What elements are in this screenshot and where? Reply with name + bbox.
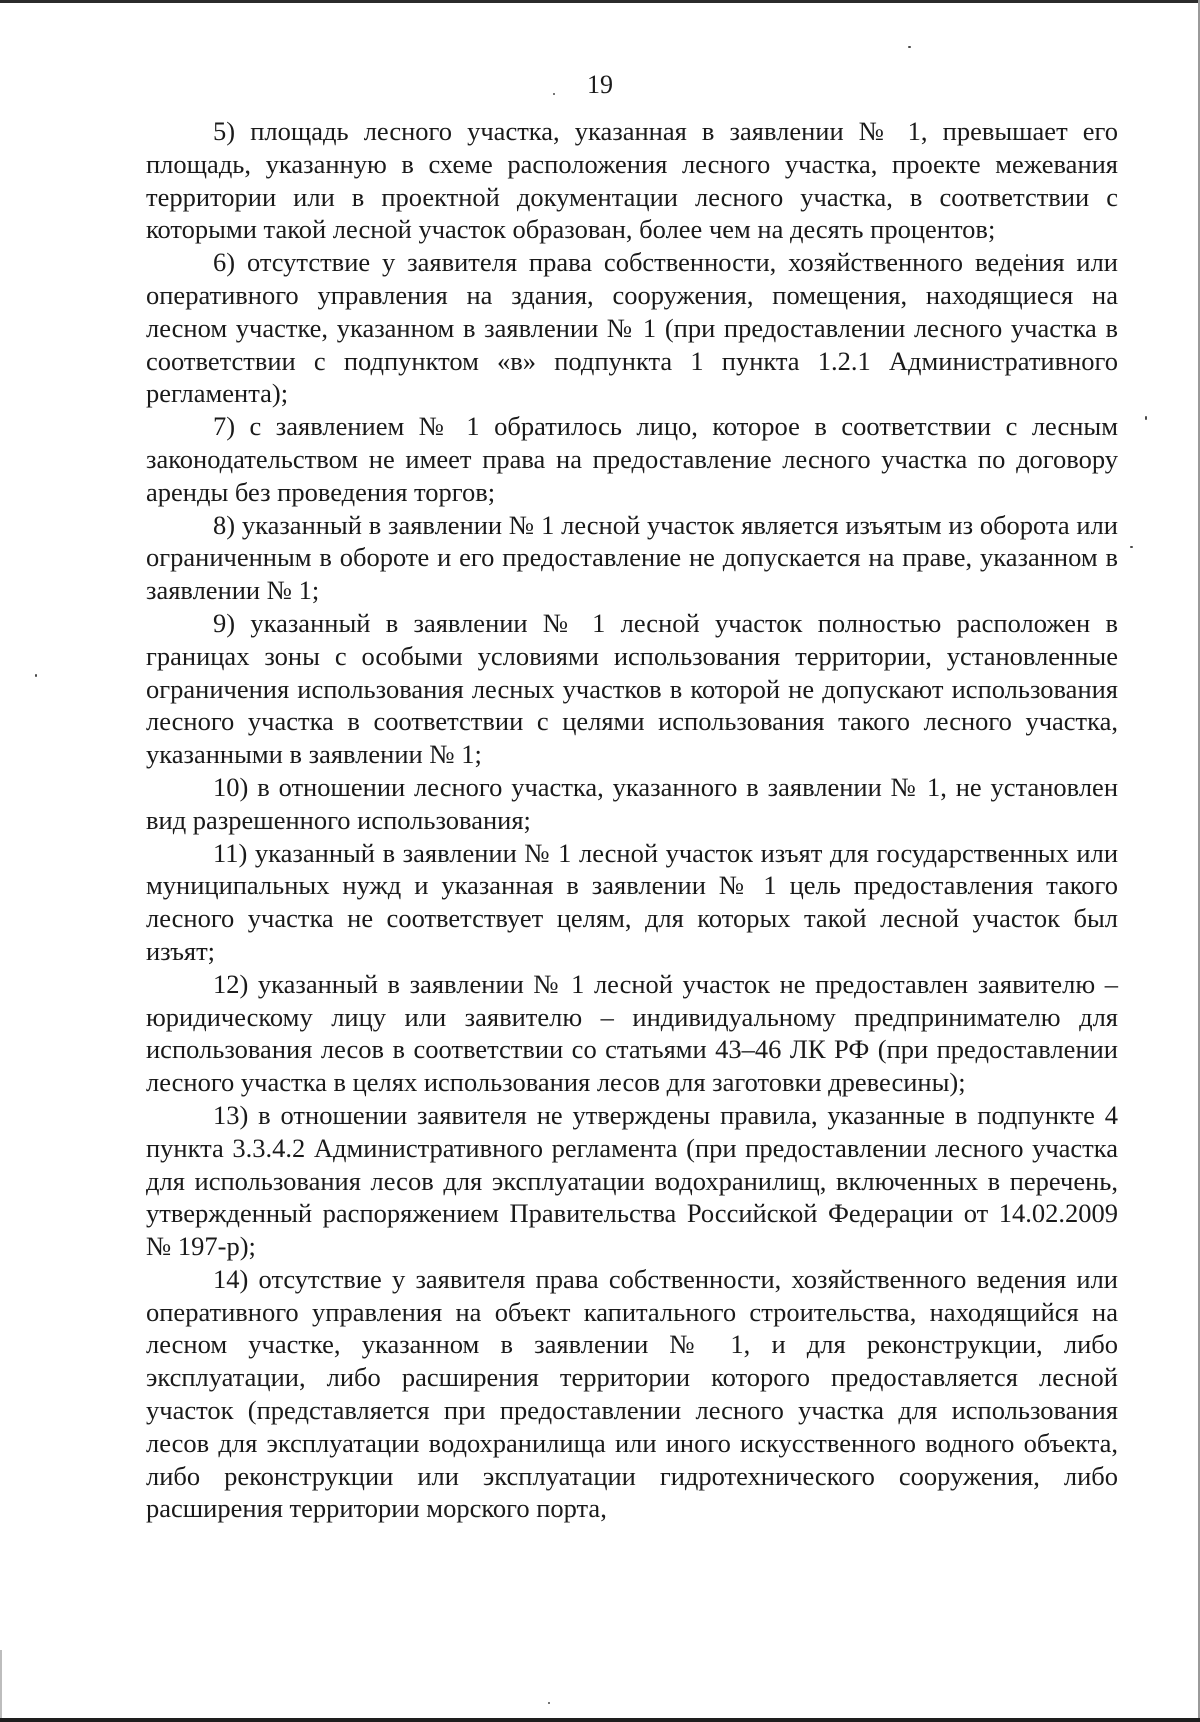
scan-left-edge bbox=[0, 1650, 2, 1722]
paragraph-item-5: 5) площадь лесного участка, указанная в заявлении № 1, превышает его площадь, указанную в схеме расположения лесного участка, проекте межевания территории или в проектной документации лесного участка, в соответствии с которыми такой лесной участок образован, более чем на десять процентов; bbox=[146, 116, 1118, 245]
document-body bbox=[146, 115, 1118, 1525]
paragraph-item-13: 13) в отношении заявителя не утверждены правила, указанные в подпункте 4 пункта 3.3.4.2 Административного регламента (при предоставлении лесного участка для использования лесов для эксплуатации водохранилищ, включенных в перечень, утвержденный распоряжением Правительства Российской Федерации от 14.02.2009 № 197-р); bbox=[146, 1099, 1118, 1262]
paragraph-item-6: 6) отсутствие у заявителя права собственности, хозяйственного ведения или оперативного управления на здания, сооружения, помещения, находящиеся на лесном участке, указанном в заявлении № 1 (при предоставлении лесного участка в соответствии с подпунктом «в» подпункта 1 пункта 1.2.1 Административного регламента); bbox=[146, 247, 1118, 409]
page-number: 19 bbox=[587, 70, 613, 99]
paragraph-item-12: 12) указанный в заявлении № 1 лесной участок не предоставлен заявителю – юридическому лицу или заявителю – индивидуальному предпринимателю для использования лесов в соответствии со статьями 43–46 ЛК РФ (при предоставлении лесного участка в целях использования лесов для заготовки древесины); bbox=[146, 968, 1118, 1098]
paragraph-item-8: 8) указанный в заявлении № 1 лесной участок является изъятым из оборота или ограниченным в обороте и его предоставление не допускается на праве, указанном в заявлении № 1; bbox=[146, 509, 1118, 606]
paragraph-item-7: 7) с заявлением № 1 обратилось лицо, которое в соответствии с лесным законодательством не имеет права на предоставление лесного участка по договору аренды без проведения торгов; bbox=[146, 411, 1118, 507]
scan-speck bbox=[548, 1702, 550, 1704]
scan-speck bbox=[1145, 416, 1147, 420]
paragraph-item-9: 9) указанный в заявлении № 1 лесной участок полностью расположен в границах зоны с особыми условиями использования территории, установленные ограничения использования лесных участков в которой не допускают использования лесного участка в соответствии с целями использования такого лесного участка, указанными в заявлении № 1; bbox=[146, 607, 1118, 770]
scan-top-edge bbox=[0, 0, 1200, 3]
paragraph-item-10: 10) в отношении лесного участка, указанного в заявлении № 1, не установлен вид разрешенного использования; bbox=[146, 771, 1118, 835]
paragraph-item-11: 11) указанный в заявлении № 1 лесной участок изъят для государственных или муниципальных нужд и указанная в заявлении № 1 цель предоставления такого лесного участка не соответствует целям, для которых такой лесной участок был изъят; bbox=[146, 837, 1118, 966]
scan-speck bbox=[1130, 546, 1133, 548]
scan-speck bbox=[35, 674, 37, 677]
paragraph-item-14: 14) отсутствие у заявителя права собственности, хозяйственного ведения или оперативного управления на объект капитального строительства, находящийся на лесном участке, указанном в заявлении № 1, и для реконструкции, либо эксплуатации, либо расширения территории которого предоставляется лесной участок (представляется при предоставлении лесного участка для использования лесов для эксплуатации водохранилища или иного искусственного водного объекта, либо реконструкции или эксплуатации гидротехнического сооружения, либо расширения территории морского порта, bbox=[146, 1263, 1118, 1524]
scan-speck bbox=[908, 46, 911, 48]
scan-bottom-edge bbox=[0, 1718, 1200, 1722]
